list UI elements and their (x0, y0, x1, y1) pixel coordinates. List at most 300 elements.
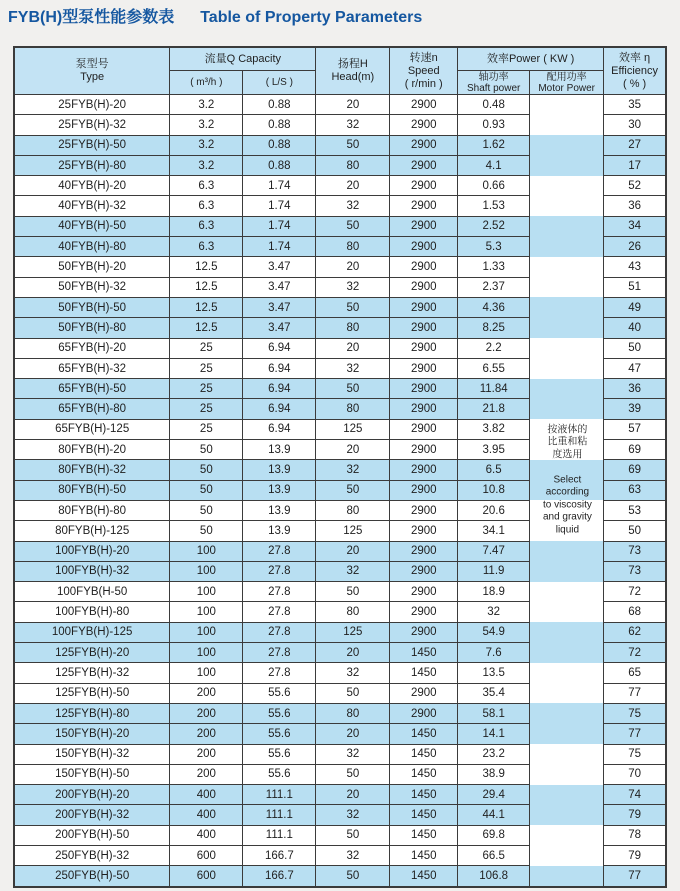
cell-motor-power (530, 399, 604, 419)
cell-motor-power (530, 480, 604, 500)
cell-type: 250FYB(H)-50 (14, 866, 170, 887)
cell-efficiency: 57 (604, 419, 666, 439)
cell-speed: 2900 (390, 277, 458, 297)
cell-speed: 1450 (390, 744, 458, 764)
cell-speed: 2900 (390, 561, 458, 581)
cell-head: 20 (316, 95, 390, 115)
cell-capacity-m3h: 25 (170, 379, 243, 399)
cell-motor-power (530, 440, 604, 460)
table-row (14, 866, 666, 887)
page-title-zh: FYB(H)型泵性能参数表 (8, 9, 175, 26)
cell-type: 125FYB(H)-20 (14, 643, 170, 663)
cell-capacity-m3h: 12.5 (170, 277, 243, 297)
cell-motor-power (530, 216, 604, 236)
cell-type: 40FYB(H)-50 (14, 216, 170, 236)
cell-type: 65FYB(H)-32 (14, 358, 170, 378)
table-row (14, 440, 666, 460)
cell-shaft-power: 11.84 (458, 379, 530, 399)
cell-motor-power (530, 277, 604, 297)
table-row (14, 724, 666, 744)
cell-efficiency: 77 (604, 866, 666, 887)
cell-type: 250FYB(H)-32 (14, 845, 170, 865)
cell-motor-power (530, 379, 604, 399)
cell-capacity-ls: 13.9 (243, 440, 316, 460)
cell-speed: 2900 (390, 95, 458, 115)
cell-head: 20 (316, 785, 390, 805)
cell-efficiency: 75 (604, 703, 666, 723)
cell-capacity-m3h: 6.3 (170, 176, 243, 196)
table-row (14, 622, 666, 642)
cell-motor-power (530, 825, 604, 845)
cell-shaft-power: 35.4 (458, 683, 530, 703)
cell-efficiency: 79 (604, 845, 666, 865)
cell-capacity-ls: 6.94 (243, 419, 316, 439)
cell-capacity-m3h: 400 (170, 785, 243, 805)
cell-capacity-m3h: 6.3 (170, 196, 243, 216)
cell-capacity-ls: 111.1 (243, 825, 316, 845)
cell-capacity-ls: 27.8 (243, 663, 316, 683)
cell-capacity-ls: 1.74 (243, 216, 316, 236)
col-header-speed (390, 47, 458, 95)
cell-shaft-power: 54.9 (458, 622, 530, 642)
cell-capacity-ls: 27.8 (243, 643, 316, 663)
cell-speed: 2900 (390, 440, 458, 460)
cell-type: 100FYB(H)-32 (14, 561, 170, 581)
cell-motor-power (530, 805, 604, 825)
cell-speed: 2900 (390, 622, 458, 642)
cell-efficiency: 69 (604, 440, 666, 460)
cell-head: 20 (316, 257, 390, 277)
cell-speed: 2900 (390, 358, 458, 378)
cell-type: 200FYB(H)-20 (14, 785, 170, 805)
cell-type: 80FYB(H)-50 (14, 480, 170, 500)
cell-head: 80 (316, 703, 390, 723)
cell-type: 50FYB(H)-20 (14, 257, 170, 277)
col-header-head-en: Head(m) (331, 71, 375, 83)
cell-capacity-ls: 6.94 (243, 338, 316, 358)
cell-motor-power (530, 622, 604, 642)
cell-speed: 1450 (390, 643, 458, 663)
cell-capacity-ls: 55.6 (243, 744, 316, 764)
cell-motor-power (530, 500, 604, 520)
table-row (14, 358, 666, 378)
cell-efficiency: 70 (604, 764, 666, 784)
cell-type: 200FYB(H)-50 (14, 825, 170, 845)
cell-capacity-m3h: 25 (170, 358, 243, 378)
table-row (14, 541, 666, 561)
header-row-1 (14, 47, 666, 71)
table-row (14, 825, 666, 845)
cell-shaft-power: 3.82 (458, 419, 530, 439)
cell-type: 100FYB(H)-20 (14, 541, 170, 561)
cell-speed: 1450 (390, 825, 458, 845)
cell-head: 50 (316, 216, 390, 236)
cell-capacity-ls: 13.9 (243, 521, 316, 541)
cell-capacity-m3h: 400 (170, 805, 243, 825)
cell-head: 125 (316, 622, 390, 642)
cell-capacity-ls: 3.47 (243, 277, 316, 297)
col-header-motor-power-zh: 配用功率 (546, 71, 587, 83)
cell-capacity-ls: 13.9 (243, 480, 316, 500)
cell-head: 80 (316, 500, 390, 520)
table-row (14, 277, 666, 297)
cell-efficiency: 49 (604, 297, 666, 317)
cell-capacity-ls: 1.74 (243, 176, 316, 196)
cell-speed: 2900 (390, 155, 458, 175)
cell-motor-power (530, 155, 604, 175)
col-header-type (14, 47, 170, 95)
cell-head: 32 (316, 196, 390, 216)
cell-shaft-power: 1.33 (458, 257, 530, 277)
cell-speed: 2900 (390, 379, 458, 399)
table-row (14, 582, 666, 602)
cell-capacity-m3h: 6.3 (170, 216, 243, 236)
cell-speed: 2900 (390, 480, 458, 500)
table-row (14, 318, 666, 338)
cell-speed: 2900 (390, 683, 458, 703)
page-title (0, 0, 680, 29)
cell-type: 50FYB(H)-50 (14, 297, 170, 317)
cell-capacity-m3h: 100 (170, 541, 243, 561)
cell-motor-power (530, 176, 604, 196)
cell-shaft-power: 66.5 (458, 845, 530, 865)
cell-speed: 1450 (390, 764, 458, 784)
cell-motor-power (530, 338, 604, 358)
cell-shaft-power: 14.1 (458, 724, 530, 744)
cell-efficiency: 65 (604, 663, 666, 683)
cell-type: 25FYB(H)-80 (14, 155, 170, 175)
cell-type: 80FYB(H)-32 (14, 460, 170, 480)
cell-shaft-power: 106.8 (458, 866, 530, 887)
table-row (14, 521, 666, 541)
cell-shaft-power: 7.47 (458, 541, 530, 561)
cell-capacity-m3h: 200 (170, 703, 243, 723)
cell-capacity-ls: 6.94 (243, 399, 316, 419)
cell-motor-power (530, 135, 604, 155)
cell-shaft-power: 3.95 (458, 440, 530, 460)
cell-speed: 2900 (390, 237, 458, 257)
cell-type: 200FYB(H)-32 (14, 805, 170, 825)
cell-capacity-m3h: 50 (170, 440, 243, 460)
table-row (14, 744, 666, 764)
cell-type: 80FYB(H)-80 (14, 500, 170, 520)
cell-type: 100FYB(H)-80 (14, 602, 170, 622)
cell-shaft-power: 0.48 (458, 95, 530, 115)
cell-speed: 1450 (390, 805, 458, 825)
cell-head: 20 (316, 176, 390, 196)
cell-head: 125 (316, 521, 390, 541)
cell-capacity-ls: 111.1 (243, 805, 316, 825)
table-row (14, 115, 666, 135)
table-body (14, 95, 666, 887)
cell-capacity-m3h: 3.2 (170, 95, 243, 115)
property-parameters-table (13, 46, 667, 888)
col-header-type-zh: 泵型号 (75, 58, 109, 70)
table-row (14, 155, 666, 175)
cell-efficiency: 34 (604, 216, 666, 236)
cell-efficiency: 73 (604, 541, 666, 561)
cell-motor-power (530, 115, 604, 135)
cell-head: 50 (316, 683, 390, 703)
cell-efficiency: 50 (604, 521, 666, 541)
cell-head: 125 (316, 419, 390, 439)
cell-shaft-power: 6.55 (458, 358, 530, 378)
table-row (14, 237, 666, 257)
cell-efficiency: 72 (604, 643, 666, 663)
cell-capacity-ls: 27.8 (243, 541, 316, 561)
table-row (14, 561, 666, 581)
col-header-capacity: 流量Q Capacity (170, 47, 316, 71)
cell-speed: 2900 (390, 460, 458, 480)
table-row (14, 602, 666, 622)
cell-speed: 2900 (390, 521, 458, 541)
cell-shaft-power: 1.53 (458, 196, 530, 216)
cell-shaft-power: 6.5 (458, 460, 530, 480)
cell-efficiency: 30 (604, 115, 666, 135)
cell-capacity-ls: 27.8 (243, 622, 316, 642)
cell-speed: 2900 (390, 135, 458, 155)
table-row (14, 196, 666, 216)
cell-speed: 2900 (390, 115, 458, 135)
cell-speed: 2900 (390, 419, 458, 439)
cell-capacity-m3h: 50 (170, 521, 243, 541)
cell-shaft-power: 4.36 (458, 297, 530, 317)
col-header-shaft-power-en: Shaft power (466, 82, 521, 94)
cell-capacity-ls: 166.7 (243, 866, 316, 887)
cell-motor-power (530, 358, 604, 378)
cell-motor-power (530, 764, 604, 784)
cell-head: 80 (316, 318, 390, 338)
cell-capacity-m3h: 100 (170, 643, 243, 663)
cell-head: 20 (316, 440, 390, 460)
cell-type: 100FYB(H-50 (14, 582, 170, 602)
cell-shaft-power: 58.1 (458, 703, 530, 723)
cell-speed: 1450 (390, 845, 458, 865)
cell-speed: 2900 (390, 399, 458, 419)
cell-type: 65FYB(H)-125 (14, 419, 170, 439)
col-header-speed-zh: 转速n (409, 51, 438, 64)
cell-shaft-power: 8.25 (458, 318, 530, 338)
col-header-power: 效率Power ( KW ) (458, 47, 604, 71)
cell-efficiency: 77 (604, 724, 666, 744)
cell-capacity-m3h: 50 (170, 480, 243, 500)
cell-shaft-power: 34.1 (458, 521, 530, 541)
cell-capacity-m3h: 50 (170, 460, 243, 480)
col-header-head (316, 47, 390, 95)
cell-capacity-ls: 3.47 (243, 297, 316, 317)
cell-type: 100FYB(H)-125 (14, 622, 170, 642)
cell-motor-power (530, 297, 604, 317)
cell-capacity-m3h: 25 (170, 338, 243, 358)
cell-capacity-m3h: 25 (170, 419, 243, 439)
cell-motor-power (530, 683, 604, 703)
cell-motor-power (530, 744, 604, 764)
cell-shaft-power: 0.93 (458, 115, 530, 135)
cell-efficiency: 72 (604, 582, 666, 602)
cell-head: 50 (316, 764, 390, 784)
cell-capacity-m3h: 100 (170, 561, 243, 581)
cell-efficiency: 62 (604, 622, 666, 642)
cell-head: 20 (316, 338, 390, 358)
cell-efficiency: 40 (604, 318, 666, 338)
table-row (14, 297, 666, 317)
cell-head: 32 (316, 460, 390, 480)
cell-head: 20 (316, 541, 390, 561)
cell-shaft-power: 44.1 (458, 805, 530, 825)
cell-type: 125FYB(H)-50 (14, 683, 170, 703)
table-row (14, 703, 666, 723)
cell-capacity-m3h: 12.5 (170, 297, 243, 317)
cell-capacity-ls: 0.88 (243, 95, 316, 115)
cell-motor-power (530, 602, 604, 622)
cell-motor-power (530, 541, 604, 561)
cell-type: 40FYB(H)-80 (14, 237, 170, 257)
cell-efficiency: 39 (604, 399, 666, 419)
cell-shaft-power: 2.2 (458, 338, 530, 358)
col-header-efficiency-en: Efficiency (611, 64, 659, 77)
cell-capacity-m3h: 3.2 (170, 135, 243, 155)
table-row (14, 785, 666, 805)
cell-capacity-m3h: 200 (170, 724, 243, 744)
cell-efficiency: 17 (604, 155, 666, 175)
col-header-capacity-ls: ( L/S ) (243, 71, 316, 95)
table-row (14, 419, 666, 439)
cell-capacity-m3h: 600 (170, 866, 243, 887)
cell-efficiency: 75 (604, 744, 666, 764)
cell-capacity-ls: 27.8 (243, 561, 316, 581)
cell-efficiency: 53 (604, 500, 666, 520)
col-header-head-zh: 扬程H (337, 58, 368, 70)
cell-efficiency: 73 (604, 561, 666, 581)
col-header-motor-power (530, 71, 604, 95)
cell-efficiency: 47 (604, 358, 666, 378)
cell-type: 25FYB(H)-50 (14, 135, 170, 155)
cell-head: 50 (316, 866, 390, 887)
cell-capacity-ls: 55.6 (243, 764, 316, 784)
cell-capacity-m3h: 100 (170, 622, 243, 642)
cell-capacity-ls: 111.1 (243, 785, 316, 805)
cell-efficiency: 52 (604, 176, 666, 196)
cell-motor-power (530, 561, 604, 581)
cell-efficiency: 36 (604, 196, 666, 216)
cell-head: 32 (316, 561, 390, 581)
col-header-speed-en: Speed (407, 64, 440, 77)
cell-head: 32 (316, 845, 390, 865)
cell-shaft-power: 11.9 (458, 561, 530, 581)
cell-head: 32 (316, 115, 390, 135)
cell-efficiency: 36 (604, 379, 666, 399)
cell-capacity-ls: 0.88 (243, 115, 316, 135)
cell-speed: 2900 (390, 318, 458, 338)
cell-head: 20 (316, 724, 390, 744)
property-parameters-table-wrap (13, 46, 667, 888)
cell-capacity-ls: 3.47 (243, 318, 316, 338)
cell-speed: 1450 (390, 866, 458, 887)
cell-shaft-power: 38.9 (458, 764, 530, 784)
table-row (14, 764, 666, 784)
cell-type: 40FYB(H)-20 (14, 176, 170, 196)
cell-efficiency: 74 (604, 785, 666, 805)
cell-head: 80 (316, 602, 390, 622)
table-row (14, 338, 666, 358)
cell-head: 32 (316, 744, 390, 764)
cell-speed: 2900 (390, 602, 458, 622)
cell-motor-power (530, 257, 604, 277)
table-header (14, 47, 666, 95)
table-row (14, 257, 666, 277)
cell-shaft-power: 0.66 (458, 176, 530, 196)
cell-capacity-m3h: 600 (170, 845, 243, 865)
cell-speed: 2900 (390, 196, 458, 216)
cell-efficiency: 68 (604, 602, 666, 622)
cell-capacity-ls: 13.9 (243, 500, 316, 520)
cell-capacity-ls: 55.6 (243, 703, 316, 723)
cell-head: 32 (316, 277, 390, 297)
table-row (14, 399, 666, 419)
col-header-efficiency-unit: ( % ) (622, 77, 647, 90)
cell-head: 80 (316, 237, 390, 257)
cell-capacity-ls: 27.8 (243, 602, 316, 622)
cell-shaft-power: 10.8 (458, 480, 530, 500)
page-title-en: Table of Property Parameters (200, 9, 423, 26)
motor-power-note-en: Select according to viscosity and gravity liquid (542, 474, 592, 535)
table-row (14, 460, 666, 480)
cell-capacity-ls: 3.47 (243, 257, 316, 277)
cell-speed: 2900 (390, 257, 458, 277)
cell-efficiency: 51 (604, 277, 666, 297)
cell-motor-power (530, 237, 604, 257)
col-header-type-en: Type (80, 71, 105, 83)
cell-speed: 2900 (390, 582, 458, 602)
cell-type: 150FYB(H)-50 (14, 764, 170, 784)
cell-head: 32 (316, 358, 390, 378)
table-row (14, 805, 666, 825)
cell-shaft-power: 29.4 (458, 785, 530, 805)
cell-efficiency: 79 (604, 805, 666, 825)
cell-capacity-m3h: 12.5 (170, 318, 243, 338)
cell-motor-power (530, 663, 604, 683)
col-header-efficiency (604, 47, 666, 95)
table-row (14, 95, 666, 115)
motor-power-note-zh: 按液体的 比重和粘 度选用 (547, 424, 588, 460)
cell-motor-power (530, 521, 604, 541)
cell-capacity-ls: 166.7 (243, 845, 316, 865)
cell-shaft-power: 32 (458, 602, 530, 622)
cell-capacity-m3h: 3.2 (170, 115, 243, 135)
table-row (14, 379, 666, 399)
cell-type: 80FYB(H)-125 (14, 521, 170, 541)
cell-capacity-ls: 6.94 (243, 358, 316, 378)
cell-speed: 2900 (390, 703, 458, 723)
cell-head: 50 (316, 825, 390, 845)
cell-head: 50 (316, 135, 390, 155)
cell-shaft-power: 13.5 (458, 663, 530, 683)
cell-capacity-m3h: 100 (170, 663, 243, 683)
cell-capacity-m3h: 25 (170, 399, 243, 419)
cell-motor-power (530, 643, 604, 663)
cell-efficiency: 50 (604, 338, 666, 358)
table-row (14, 845, 666, 865)
cell-speed: 2900 (390, 541, 458, 561)
cell-shaft-power: 2.52 (458, 216, 530, 236)
table-row (14, 500, 666, 520)
table-row (14, 683, 666, 703)
cell-speed: 2900 (390, 216, 458, 236)
col-header-speed-unit: ( r/min ) (404, 77, 443, 90)
cell-type: 150FYB(H)-32 (14, 744, 170, 764)
table-row (14, 480, 666, 500)
cell-capacity-ls: 13.9 (243, 460, 316, 480)
